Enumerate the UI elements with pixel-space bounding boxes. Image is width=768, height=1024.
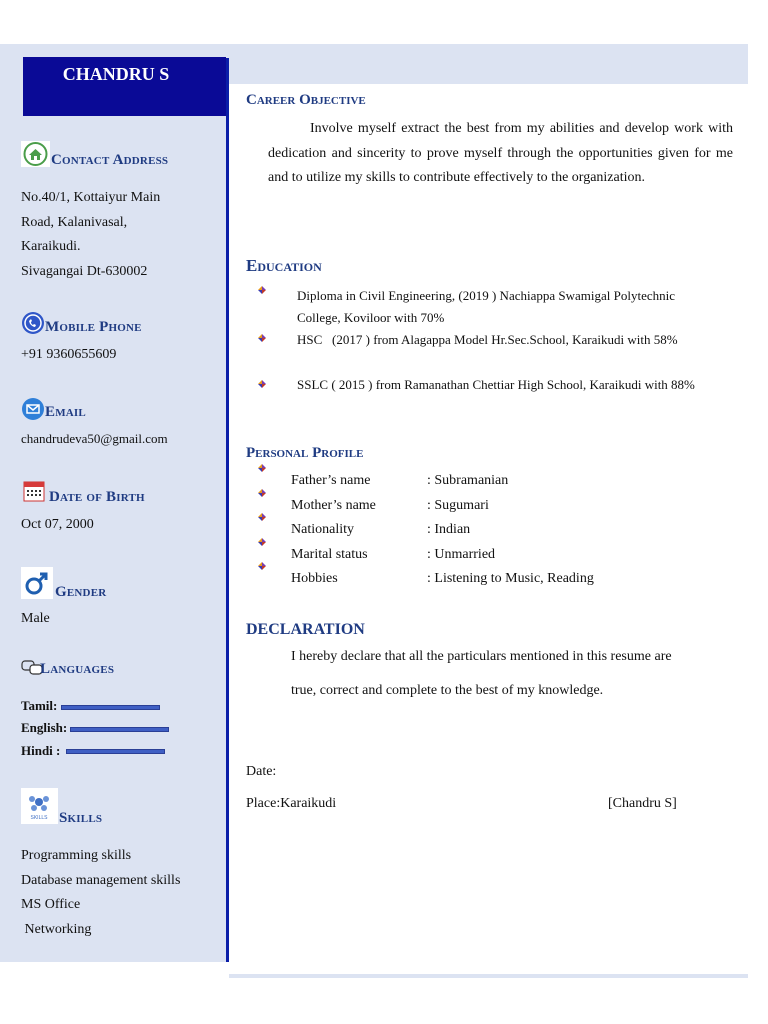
language-level-bar — [70, 727, 169, 732]
address-line: No.40/1, Kottaiyur Main — [21, 190, 161, 205]
bottom-band — [229, 974, 748, 978]
bullet-icon — [257, 463, 267, 473]
date-label: Date: — [246, 764, 277, 779]
declaration-line: true, correct and complete to the best of my knowledge. — [291, 683, 604, 698]
male-icon — [21, 567, 53, 599]
declaration-heading: DECLARATION — [246, 621, 365, 638]
dob-heading: Date of Birth — [49, 489, 145, 505]
skill-item: Database management skills — [21, 872, 181, 888]
bullet-icon — [257, 512, 267, 522]
education-heading: Education — [246, 256, 322, 275]
mobile-number: +91 9360655609 — [21, 347, 117, 362]
signature: [Chandru S] — [608, 796, 677, 811]
mail-icon — [21, 397, 45, 421]
profile-label: Mother’s name — [291, 498, 376, 513]
education-item: SSLC ( 2015 ) from Ramanathan Chettiar High School, Karaikudi with 88% — [297, 377, 695, 392]
address-line: Sivagangai Dt-630002 — [21, 263, 148, 279]
language-english: English: — [21, 720, 68, 735]
profile-label: Marital status — [291, 547, 368, 562]
skill-item: Programming skills — [21, 848, 132, 863]
phone-icon — [21, 311, 45, 335]
contact-address — [21, 186, 160, 284]
profile-value: : Unmarried — [427, 547, 496, 562]
career-heading: Career Objective — [246, 92, 366, 108]
skills-icon-text: SKILLS — [30, 815, 48, 821]
bullet-icon — [257, 488, 267, 498]
profile-label: Nationality — [291, 522, 354, 537]
name-banner — [23, 57, 226, 116]
language-hindi: Hindi : — [21, 743, 61, 758]
bullet-icon — [257, 379, 267, 389]
mobile-heading: Mobile Phone — [45, 319, 142, 335]
contact-heading: Contact Address — [51, 152, 169, 168]
bullet-icon — [257, 333, 267, 343]
profile-value: : Indian — [427, 522, 471, 537]
skills-heading: Skills — [59, 810, 103, 826]
place-label: Place:Karaikudi — [246, 796, 337, 811]
skills-icon — [21, 788, 58, 824]
bullet-icon — [257, 561, 267, 571]
skills-list — [21, 844, 180, 942]
personal-heading: Personal Profile — [246, 445, 364, 461]
bullet-icon — [257, 285, 267, 295]
profile-label: Father’s name — [291, 473, 371, 488]
profile-label: Hobbies — [291, 571, 338, 586]
language-level-bar — [66, 749, 165, 754]
dob-value: Oct 07, 2000 — [21, 517, 94, 532]
career-objective-text: Involve myself extract the best from my abilities and develop work with dedication and sincerity to prove myself through the opportunities given for me and to utilize my skills to contribute effectively to the organization. — [268, 121, 733, 185]
gender-value: Male — [21, 611, 50, 626]
calendar-icon — [21, 479, 47, 503]
language-tamil: Tamil: — [21, 698, 58, 713]
sidebar-divider — [226, 58, 229, 962]
skill-item: MS Office — [21, 897, 81, 912]
language-level-bar — [61, 705, 160, 710]
candidate-name: CHANDRU S — [62, 64, 170, 84]
profile-value: : Listening to Music, Reading — [427, 571, 594, 586]
languages-heading: Languages — [40, 661, 115, 677]
education-item: HSC (2017 ) from Alagappa Model Hr.Sec.School, Karaikudi with 58% — [297, 332, 678, 347]
profile-value: : Sugumari — [427, 498, 489, 513]
address-line: Karaikudi. — [21, 239, 81, 254]
address-line: Road, Kalanivasal, — [21, 214, 128, 230]
profile-value: : Subramanian — [427, 473, 509, 488]
home-icon — [21, 141, 50, 167]
skill-item: Networking — [21, 921, 92, 937]
email-heading: Email — [45, 404, 86, 420]
bullet-icon — [257, 537, 267, 547]
email-address: chandrudeva50@gmail.com — [21, 431, 168, 446]
education-item: Diploma in Civil Engineering, (2019 ) Nachiappa Swamigal Polytechnic College, Koviloor with 70% — [297, 288, 676, 325]
gender-heading: Gender — [55, 584, 107, 600]
declaration-line: I hereby declare that all the particulars mentioned in this resume are — [291, 649, 672, 664]
